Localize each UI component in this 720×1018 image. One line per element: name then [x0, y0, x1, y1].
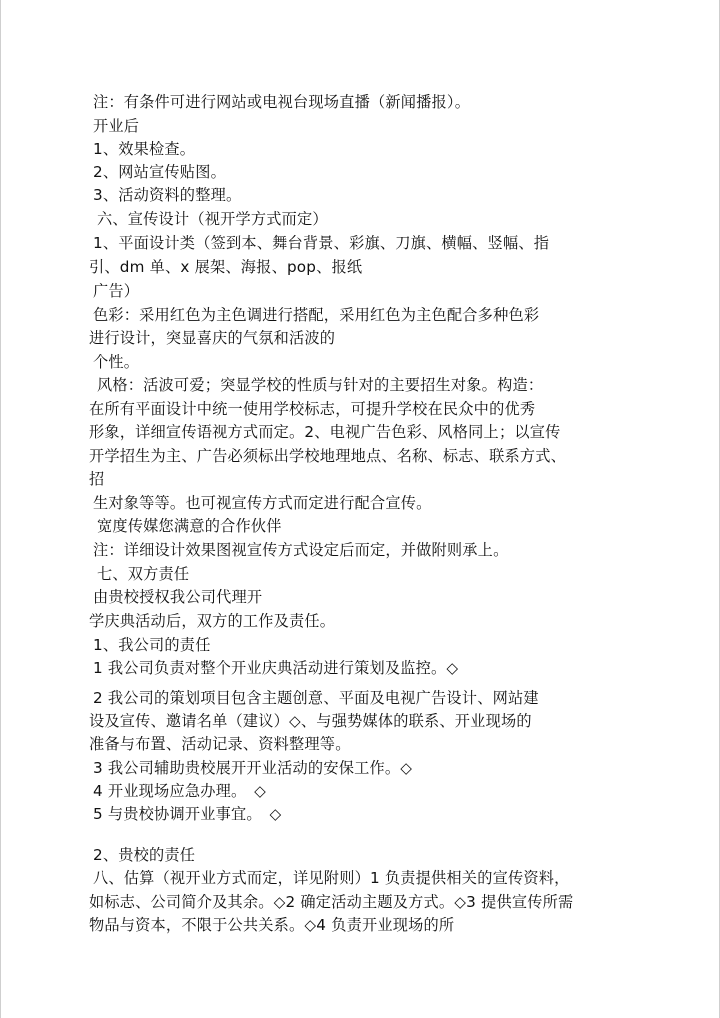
text-line: 2 我公司的策划项目包含主题创意、平面及电视广告设计、网站建 — [93, 689, 539, 707]
text-line: 1、效果检查。 — [93, 140, 196, 158]
text-line: 1、我公司的责任 — [93, 636, 211, 654]
text-line: 生对象等等。也可视宣传方式而定进行配合宣传。 — [93, 494, 432, 512]
text-line: 宽度传媒您满意的合作伙伴 — [97, 517, 282, 535]
text-line: 准备与布置、活动记录、资料整理等。 — [89, 735, 351, 753]
text-line: 色彩：采用红色为主色调进行搭配，采用红色为主色配合多种色彩 — [93, 306, 540, 324]
text-line: 引、dm 单、x 展架、海报、pop、报纸 — [89, 258, 363, 276]
section-heading: 七、双方责任 — [97, 565, 190, 583]
text-line: 4 开业现场应急办理。 ◇ — [93, 782, 267, 800]
text-line: 招 — [89, 470, 105, 488]
text-line: 3、活动资料的整理。 — [93, 186, 242, 204]
text-line: 注：有条件可进行网站或电视台现场直播（新闻播报）。 — [93, 93, 471, 111]
text-line: 形象，详细宣传语视方式而定。2、电视广告色彩、风格同上；以宣传 — [89, 423, 561, 441]
text-line: 在所有平面设计中统一使用学校标志，可提升学校在民众中的优秀 — [89, 400, 536, 418]
section-heading: 六、宣传设计（视开学方式而定） — [97, 210, 328, 228]
text-line: 如标志、公司简介及其余。◇2 确定活动主题及方式。◇3 提供宣传所需 — [89, 893, 574, 911]
text-line: 风格：活波可爱；突显学校的性质与针对的主要招生对象。构造： — [97, 376, 544, 394]
text-line: 开业后 — [93, 117, 140, 135]
text-line: 个性。 — [93, 353, 140, 371]
text-line: 2、贵校的责任 — [93, 846, 196, 864]
text-line: 5 与贵校协调开业事宜。 ◇ — [93, 805, 282, 823]
text-line: 广告） — [93, 282, 140, 300]
text-line: 设及宣传、邀请名单（建议）◇、与强势媒体的联系、开业现场的 — [89, 712, 532, 730]
text-line: 注：详细设计效果图视宣传方式设定后而定，并做附则承上。 — [93, 541, 509, 559]
text-line: 由贵校授权我公司代理开 — [93, 588, 263, 606]
text-line: 2、网站宣传贴图。 — [93, 163, 226, 181]
text-line: 进行设计，突显喜庆的气氛和活波的 — [89, 329, 336, 347]
text-line: 1 我公司负责对整个开业庆典活动进行策划及监控。◇ — [93, 659, 459, 677]
text-line: 八、估算（视开业方式而定，详见附则）1 负责提供相关的宣传资料， — [93, 869, 570, 887]
text-line: 1、平面设计类（签到本、舞台背景、彩旗、刀旗、横幅、竖幅、指 — [93, 234, 550, 252]
text-line: 学庆典活动后，双方的工作及责任。 — [89, 612, 336, 630]
text-line: 3 我公司辅助贵校展开开业活动的安保工作。◇ — [93, 759, 413, 777]
text-line: 物品与资本，不限于公共关系。◇4 负责开业现场的所 — [89, 916, 455, 934]
text-line: 开学招生为主、广告必须标出学校地理地点、名称、标志、联系方式、 — [89, 447, 567, 465]
